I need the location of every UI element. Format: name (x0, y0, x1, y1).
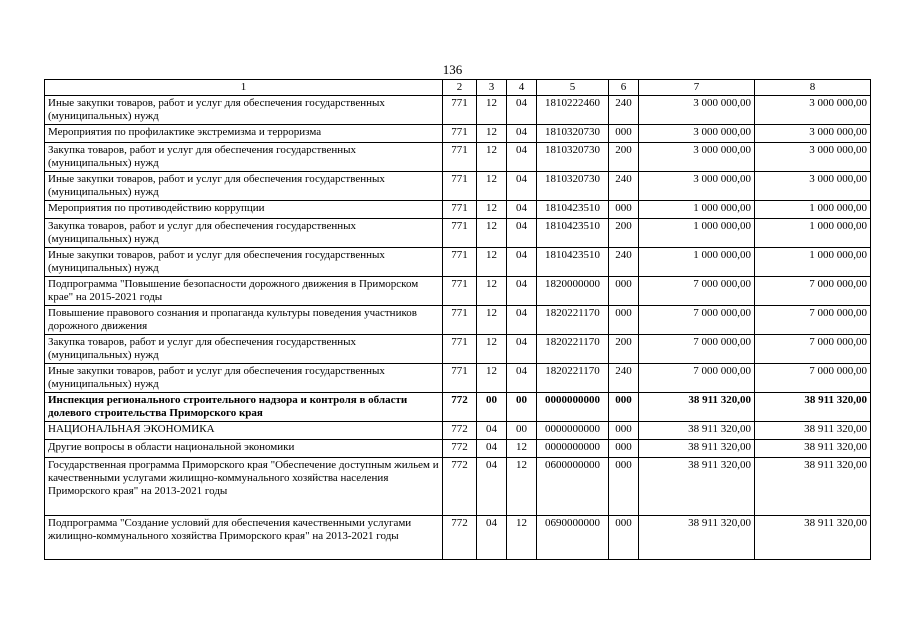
table-row (45, 143, 871, 172)
row-name-cell: Мероприятия по профилактике экстремизма и терроризма (45, 125, 443, 143)
table-row (45, 458, 871, 516)
amount-col7-cell: 3 000 000,00 (639, 96, 755, 125)
admin-code-cell: 771 (443, 248, 477, 277)
target-article-cell: 1810222460 (537, 96, 609, 125)
subsection-code-cell: 04 (507, 277, 537, 306)
admin-code-cell: 771 (443, 201, 477, 219)
expense-type-cell: 000 (609, 516, 639, 560)
target-article-cell: 1820221170 (537, 335, 609, 364)
header-cell: 7 (639, 80, 755, 96)
section-code-cell: 00 (477, 393, 507, 422)
admin-code-cell: 772 (443, 422, 477, 440)
expense-type-cell: 000 (609, 458, 639, 516)
amount-col7-cell: 1 000 000,00 (639, 201, 755, 219)
table-row (45, 96, 871, 125)
expense-type-cell: 240 (609, 172, 639, 201)
subsection-code-cell: 04 (507, 335, 537, 364)
amount-col8-cell: 3 000 000,00 (755, 143, 871, 172)
expense-type-cell: 000 (609, 306, 639, 335)
table-row (45, 219, 871, 248)
section-code-cell: 12 (477, 364, 507, 393)
table-row (45, 440, 871, 458)
admin-code-cell: 772 (443, 458, 477, 516)
row-name-cell: Иные закупки товаров, работ и услуг для обеспечения государственных (муниципальных) нужд (45, 248, 443, 277)
amount-col8-cell: 7 000 000,00 (755, 364, 871, 393)
amount-col8-cell: 1 000 000,00 (755, 219, 871, 248)
row-name-cell: Подпрограмма "Создание условий для обеспечения качественными услугами жилищно-коммунального хозяйства Приморского края" на 2013-2021 годы (45, 516, 443, 560)
target-article-cell: 1810320730 (537, 172, 609, 201)
admin-code-cell: 771 (443, 306, 477, 335)
subsection-code-cell: 00 (507, 393, 537, 422)
amount-col7-cell: 7 000 000,00 (639, 364, 755, 393)
section-code-cell: 04 (477, 422, 507, 440)
amount-col7-cell: 3 000 000,00 (639, 172, 755, 201)
target-article-cell: 0000000000 (537, 440, 609, 458)
table-row (45, 516, 871, 560)
amount-col8-cell: 1 000 000,00 (755, 201, 871, 219)
header-cell: 1 (45, 80, 443, 96)
amount-col8-cell: 38 911 320,00 (755, 458, 871, 516)
expense-type-cell: 000 (609, 201, 639, 219)
section-code-cell: 12 (477, 219, 507, 248)
subsection-code-cell: 04 (507, 201, 537, 219)
expense-type-cell: 000 (609, 422, 639, 440)
expense-type-cell: 000 (609, 393, 639, 422)
row-name-cell: Повышение правового сознания и пропаганда культуры поведения участников дорожного движения (45, 306, 443, 335)
amount-col7-cell: 3 000 000,00 (639, 125, 755, 143)
amount-col7-cell: 1 000 000,00 (639, 248, 755, 277)
row-name-cell: Иные закупки товаров, работ и услуг для обеспечения государственных (муниципальных) нужд (45, 364, 443, 393)
amount-col7-cell: 7 000 000,00 (639, 277, 755, 306)
header-cell: 3 (477, 80, 507, 96)
expense-type-cell: 240 (609, 96, 639, 125)
amount-col7-cell: 38 911 320,00 (639, 458, 755, 516)
amount-col8-cell: 38 911 320,00 (755, 440, 871, 458)
target-article-cell: 0600000000 (537, 458, 609, 516)
table-row (45, 172, 871, 201)
row-name-cell: Инспекция регионального строительного надзора и контроля в области долевого строительства Приморского края (45, 393, 443, 422)
admin-code-cell: 772 (443, 393, 477, 422)
target-article-cell: 0690000000 (537, 516, 609, 560)
amount-col7-cell: 38 911 320,00 (639, 393, 755, 422)
table-row (45, 364, 871, 393)
target-article-cell: 1810423510 (537, 201, 609, 219)
section-code-cell: 04 (477, 458, 507, 516)
table-row (45, 201, 871, 219)
header-cell: 6 (609, 80, 639, 96)
section-code-cell: 12 (477, 335, 507, 364)
table-row (45, 393, 871, 422)
row-name-cell: НАЦИОНАЛЬНАЯ ЭКОНОМИКА (45, 422, 443, 440)
table-row (45, 248, 871, 277)
subsection-code-cell: 12 (507, 458, 537, 516)
section-code-cell: 12 (477, 143, 507, 172)
amount-col8-cell: 38 911 320,00 (755, 422, 871, 440)
admin-code-cell: 771 (443, 143, 477, 172)
target-article-cell: 1820000000 (537, 277, 609, 306)
amount-col8-cell: 3 000 000,00 (755, 96, 871, 125)
amount-col7-cell: 1 000 000,00 (639, 219, 755, 248)
section-code-cell: 12 (477, 306, 507, 335)
expense-type-cell: 240 (609, 364, 639, 393)
table-row (45, 306, 871, 335)
subsection-code-cell: 00 (507, 422, 537, 440)
amount-col7-cell: 38 911 320,00 (639, 440, 755, 458)
table-row (45, 335, 871, 364)
page-number: 136 (442, 62, 463, 77)
row-name-cell: Мероприятия по противодействию коррупции (45, 201, 443, 219)
section-code-cell: 12 (477, 125, 507, 143)
table-row (45, 277, 871, 306)
target-article-cell: 0000000000 (537, 393, 609, 422)
row-name-cell: Иные закупки товаров, работ и услуг для обеспечения государственных (муниципальных) нужд (45, 172, 443, 201)
expense-type-cell: 000 (609, 277, 639, 306)
amount-col8-cell: 3 000 000,00 (755, 125, 871, 143)
admin-code-cell: 771 (443, 277, 477, 306)
section-code-cell: 12 (477, 96, 507, 125)
row-name-cell: Другие вопросы в области национальной экономики (45, 440, 443, 458)
admin-code-cell: 771 (443, 125, 477, 143)
subsection-code-cell: 04 (507, 125, 537, 143)
header-cell: 8 (755, 80, 871, 96)
amount-col8-cell: 7 000 000,00 (755, 277, 871, 306)
amount-col8-cell: 38 911 320,00 (755, 516, 871, 560)
budget-table (44, 79, 871, 560)
amount-col7-cell: 38 911 320,00 (639, 422, 755, 440)
target-article-cell: 1810320730 (537, 125, 609, 143)
table-row (45, 125, 871, 143)
table-header-row (45, 80, 871, 96)
target-article-cell: 1820221170 (537, 364, 609, 393)
header-cell: 4 (507, 80, 537, 96)
subsection-code-cell: 04 (507, 219, 537, 248)
expense-type-cell: 200 (609, 219, 639, 248)
header-cell: 2 (443, 80, 477, 96)
section-code-cell: 04 (477, 516, 507, 560)
amount-col8-cell: 1 000 000,00 (755, 248, 871, 277)
row-name-cell: Закупка товаров, работ и услуг для обеспечения государственных (муниципальных) нужд (45, 335, 443, 364)
row-name-cell: Иные закупки товаров, работ и услуг для обеспечения государственных (муниципальных) нужд (45, 96, 443, 125)
section-code-cell: 12 (477, 277, 507, 306)
section-code-cell: 12 (477, 201, 507, 219)
expense-type-cell: 000 (609, 125, 639, 143)
table-row (45, 422, 871, 440)
header-cell: 5 (537, 80, 609, 96)
amount-col8-cell: 7 000 000,00 (755, 335, 871, 364)
section-code-cell: 04 (477, 440, 507, 458)
amount-col8-cell: 38 911 320,00 (755, 393, 871, 422)
target-article-cell: 1820221170 (537, 306, 609, 335)
section-code-cell: 12 (477, 248, 507, 277)
target-article-cell: 0000000000 (537, 422, 609, 440)
admin-code-cell: 772 (443, 516, 477, 560)
admin-code-cell: 771 (443, 364, 477, 393)
admin-code-cell: 771 (443, 335, 477, 364)
expense-type-cell: 000 (609, 440, 639, 458)
subsection-code-cell: 04 (507, 143, 537, 172)
amount-col7-cell: 7 000 000,00 (639, 335, 755, 364)
amount-col7-cell: 38 911 320,00 (639, 516, 755, 560)
expense-type-cell: 200 (609, 335, 639, 364)
amount-col8-cell: 7 000 000,00 (755, 306, 871, 335)
admin-code-cell: 771 (443, 219, 477, 248)
row-name-cell: Закупка товаров, работ и услуг для обеспечения государственных (муниципальных) нужд (45, 143, 443, 172)
row-name-cell: Государственная программа Приморского края "Обеспечение доступным жильем и качественными услугами жилищно-коммунального хозяйства населения Приморского края" на 2013-2021 годы (45, 458, 443, 516)
subsection-code-cell: 04 (507, 248, 537, 277)
section-code-cell: 12 (477, 172, 507, 201)
subsection-code-cell: 12 (507, 516, 537, 560)
subsection-code-cell: 04 (507, 172, 537, 201)
admin-code-cell: 772 (443, 440, 477, 458)
subsection-code-cell: 04 (507, 364, 537, 393)
admin-code-cell: 771 (443, 172, 477, 201)
amount-col7-cell: 3 000 000,00 (639, 143, 755, 172)
target-article-cell: 1810423510 (537, 248, 609, 277)
row-name-cell: Закупка товаров, работ и услуг для обеспечения государственных (муниципальных) нужд (45, 219, 443, 248)
amount-col7-cell: 7 000 000,00 (639, 306, 755, 335)
subsection-code-cell: 04 (507, 306, 537, 335)
target-article-cell: 1810423510 (537, 219, 609, 248)
expense-type-cell: 240 (609, 248, 639, 277)
subsection-code-cell: 12 (507, 440, 537, 458)
subsection-code-cell: 04 (507, 96, 537, 125)
expense-type-cell: 200 (609, 143, 639, 172)
target-article-cell: 1810320730 (537, 143, 609, 172)
admin-code-cell: 771 (443, 96, 477, 125)
amount-col8-cell: 3 000 000,00 (755, 172, 871, 201)
row-name-cell: Подпрограмма "Повышение безопасности дорожного движения в Приморском крае" на 2015-2021 годы (45, 277, 443, 306)
